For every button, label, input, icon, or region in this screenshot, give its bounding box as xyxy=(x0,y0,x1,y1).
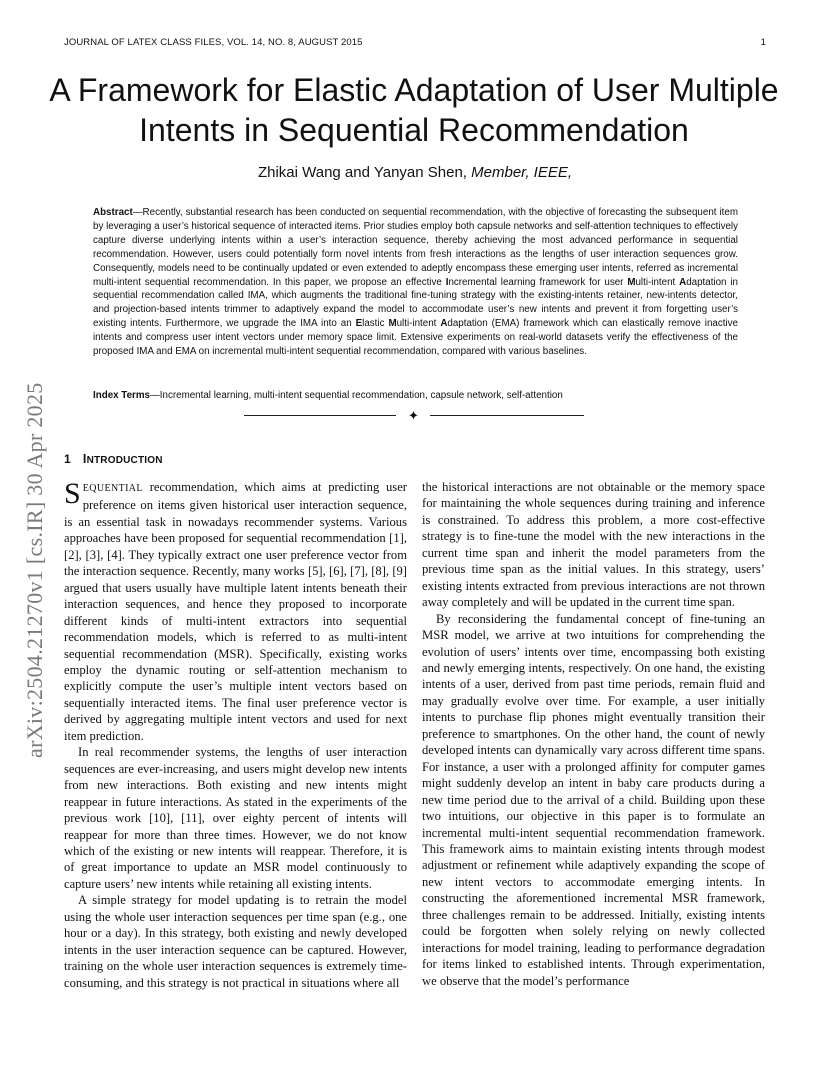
ima-initial-a: A xyxy=(679,276,687,288)
arxiv-identifier-stamp[interactable]: arXiv:2504.21270v1 [cs.IR] 30 Apr 2025 xyxy=(22,382,47,758)
abstract-label: Abstract xyxy=(93,207,133,218)
paragraph-3-continued: the historical interactions are not obtainable or the memory space for maintaining the whole sequences during training and inference is constrained. To address this problem, a more cost-effective strategy is to fine-tune the model with the new interactions in the current time span and inherit the model parameters from the previous time span as the initial values. In this strategy, users’ existing intents extracted from previous interactions are not thrown away completely and will be updated in the current time span. xyxy=(422,480,765,610)
abstract-ima-mid-1: ncremental learning framework for user xyxy=(448,276,628,288)
drop-cap: S xyxy=(64,479,81,510)
paragraph-1-text: recommendation, which aims at predicting user preference on items given historical user interaction sequence, is an essential task in nowadays recommender systems. Various approaches have been proposed for sequential recommendation [1], [2], [3], [4]. They typically extract one user preference vector from the interaction sequence. Recently, many works [5], [6], [7], [8], [9] argued that users usually have multiple latent intents beneath their interaction sequences, and hence they proposed to incorporate different kinds of multi-intent extractors into sequential recommendation models, which is referred to as multi-intent sequential recommendation (MSR). Specifically, existing works employ the dynamic routing or self-attention mechanism to explicitly compute the user’s multiple intent vectors based on sequentially interacted items. The final user preference vector is derived by aggregating multiple intent vectors and used for next item prediction. xyxy=(64,480,407,743)
abstract-ema-mid-1: lastic xyxy=(362,318,389,330)
index-terms-text: —Incremental learning, multi-intent sequential recommendation, capsule network, self-attention xyxy=(150,390,563,401)
ema-initial-a: A xyxy=(440,318,448,330)
paper-title: A Framework for Elastic Adaptation of User Multiple Intents in Sequential Recommendation xyxy=(49,72,779,148)
paragraph-3: A simple strategy for model updating is to retrain the model using the whole user interaction sequences per time span (e.g., one hour or a day). In this strategy, both existing and newly developed intents in the user interaction sequence can be captured. However, training on the whole user interaction sequences is extremely time-consuming, and this strategy is not practical in situations where all xyxy=(64,893,407,990)
body-column-left xyxy=(64,479,407,1014)
ema-initial-e: E xyxy=(355,318,363,330)
paragraph-4: By reconsidering the fundamental concept of fine-tuning an MSR model, we arrive at two intuitions for comprehending the evolution of users’ intents over time, encompassing both existing and newly emerging intents, respectively. On one hand, the existing intents of a user, derived from past time periods, remain fluid and may gradually evolve over time. For example, a user initially intents to purchase flip phones might eventually transition their preference to smartphones. On the other hand, the count of newly developed intents can dynamically vary across different time spans. For instance, a user with a prolonged affinity for computer games might suddenly develop an intent in baby care products during a new time period due to the arrival of a child. Building upon these two intuitions, our objective in this paper is to formulate an incremental multi-intent sequential recommendation framework. This framework aims to maintain existing intents through modest adjustment or refinement while adaptively expanding the scope of new intent vectors to accommodate emerging intents. In constructing the aforementioned incremental MSR framework, three challenges remain to be addressed. Initially, existing intents could be forgotten when solely relying on newly collected interactions for model training, leading to performance degradation for items linked to established intents. Through experimentation, we observe that the model’s performance xyxy=(422,611,765,988)
divider-line-right xyxy=(430,415,584,416)
abstract-text-1: —Recently, substantial research has been conducted on sequential recommendation, with the objective of forecasting the subsequent item by leveraging a user’s historical sequence of interacted items. Prior studies employ both capsule networks and self-attention techniques to effectively capture diverse underlying intents within a user’s interaction sequence, thereby achieving the most advanced performance in sequential recommendation. However, users could potentially form novel intents from fresh interactions as the lengths of user interaction sequences grow. Consequently, models need to be continually updated or even extended to adeptly encompass these emerging user intents, referred as incremental multi-intent sequential recommendation. In this paper, we propose an effective xyxy=(93,207,738,288)
section-title-initial: I xyxy=(82,452,87,466)
author-membership: Member, IEEE, xyxy=(471,164,573,181)
section-divider xyxy=(244,410,584,422)
abstract-text-2: daptation in sequential recommendation called IMA, which augments the traditional fine-tuning strategy with the existing-intents retainer, new-intents detector, and projection-based intents trimmer to adaptively expand the model to accommodate user’s new intents and prevent it from forgetting user’s existing intents. Furthermore, we upgrade the IMA into an xyxy=(93,276,738,330)
journal-name: JOURNAL OF LATEX CLASS FILES, VOL. 14, NO. 8, AUGUST 2015 xyxy=(64,37,363,48)
section-title-rest: NTRODUCTION xyxy=(86,455,163,466)
paragraph-2: In real recommender systems, the lengths of user interaction sequences are ever-increasing, and users might develop new intents from new interactions. Both existing and new intents might reappear in future interactions. As stated in the experiments of the previous work [10], [11], over eighty percent of intents will reappear for more than three times. However, we do not know which of the existing or new intents will reappear. Therefore, it is of great importance to update an MSR model continuously to capture users’ new intents while retaining all existing intents. xyxy=(64,745,407,891)
section-number: 1 xyxy=(64,452,71,466)
ema-initial-m: M xyxy=(388,318,397,330)
abstract-ima-mid-2: ulti-intent xyxy=(635,276,680,288)
section-heading-introduction xyxy=(64,452,163,466)
paragraph-1 xyxy=(64,479,407,744)
abstract-text-3: daptation (EMA) framework which can elastically remove inactive intents and compress user intent vectors under memory space limit. Extensive experiments on real-world datasets verify the effectiveness of the proposed IMA and EMA on incremental multi-intent sequential recommendation, compared with various baselines. xyxy=(93,318,739,358)
running-header xyxy=(64,37,766,51)
page-number: 1 xyxy=(760,37,766,48)
index-terms-label: Index Terms xyxy=(93,390,150,401)
index-terms xyxy=(93,389,738,403)
abstract xyxy=(93,206,738,359)
author-line xyxy=(64,164,766,181)
divider-diamond-icon: ✦ xyxy=(408,408,419,423)
body-column-right xyxy=(422,479,765,1014)
author-names: Zhikai Wang and Yanyan Shen, xyxy=(257,164,467,181)
ima-initial-m: M xyxy=(627,276,636,288)
divider-line-left xyxy=(244,415,396,416)
ima-initial-i: I xyxy=(445,276,449,288)
abstract-ema-mid-2: ulti-intent xyxy=(396,318,441,330)
first-word-smallcaps: EQUENTIAL xyxy=(82,483,143,494)
